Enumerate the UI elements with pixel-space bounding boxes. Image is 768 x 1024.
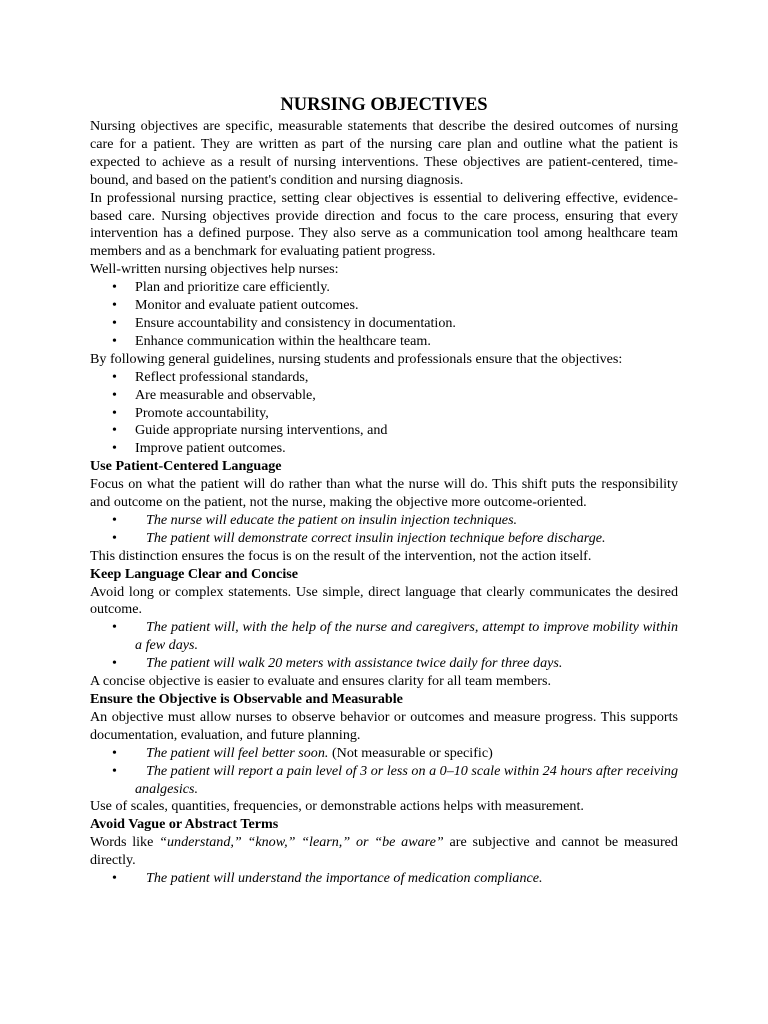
list-item: • The patient will demonstrate correct insulin injection technique before discharge. (112, 529, 606, 546)
bullet-icon: • (112, 762, 117, 779)
section-body-observable: An objective must allow nurses to observe behavior or outcomes and measure progress. This supports documentation, evaluation, and future planning. (90, 708, 678, 743)
list-item: • Reflect professional standards, (112, 368, 309, 385)
list-item: • Improve patient outcomes. (112, 440, 286, 457)
section-body-vague: Words like “understand,” “know,” “learn,” or “be aware” are subjective and cannot be measured directly. (90, 834, 678, 869)
section-closing-clear-concise: A concise objective is easier to evaluate and ensures clarity for all team members. (90, 673, 551, 690)
examples-clear-concise (90, 619, 678, 673)
bullet-icon: • (112, 279, 117, 296)
list-item: • The patient will understand the importance of medication compliance. (112, 870, 543, 887)
guidelines-intro: By following general guidelines, nursing students and professionals ensure that the objectives: (90, 350, 623, 367)
list-item: • Plan and prioritize care efficiently. (112, 279, 330, 296)
intro-paragraph-3: Well-written nursing objectives help nurses: (90, 261, 339, 278)
help-list (90, 279, 678, 351)
section-closing-patient-centered: This distinction ensures the focus is on the result of the intervention, not the action itself. (90, 547, 592, 564)
bullet-icon: • (112, 655, 117, 672)
bullet-icon: • (112, 404, 117, 421)
section-body-patient-centered: Focus on what the patient will do rather than what the nurse will do. This shift puts the responsibility and outcome on the patient, not the nurse, making the objective more outcome-oriented. (90, 476, 678, 511)
bullet-icon: • (112, 332, 117, 349)
list-item: • Enhance communication within the healthcare team. (112, 332, 431, 349)
list-item: • The patient will report a pain level of 3 or less on a 0–10 scale within 24 hours after receiving analgesics. (112, 762, 678, 797)
section-body-clear-concise: Avoid long or complex statements. Use simple, direct language that clearly communicates the desired outcome. (90, 583, 678, 618)
section-heading-observable: Ensure the Objective is Observable and Measurable (90, 691, 403, 707)
bullet-icon: • (112, 511, 117, 528)
list-item: • The patient will, with the help of the nurse and caregivers, attempt to improve mobility within a few days. (112, 619, 678, 654)
intro-paragraph-1: Nursing objectives are specific, measurable statements that describe the desired outcomes of nursing care for a patient. They are written as part of the nursing care plan and outline what the patient is expected to achieve as a result of nursing interventions. These objectives are patient-centered, time-bound, and based on the patient's condition and nursing diagnosis. (90, 118, 678, 188)
section-heading-clear-concise: Keep Language Clear and Concise (90, 565, 299, 582)
list-item: • Promote accountability, (112, 404, 269, 421)
list-item: • The patient will feel better soon. (Not measurable or specific) (112, 744, 493, 761)
bullet-icon: • (112, 314, 117, 331)
list-item: • The nurse will educate the patient on insulin injection techniques. (112, 511, 518, 528)
section-heading-patient-centered: Use Patient-Centered Language (90, 458, 282, 475)
bullet-icon: • (112, 440, 117, 457)
list-item: • The patient will walk 20 meters with assistance twice daily for three days. (112, 655, 563, 672)
list-item: • Monitor and evaluate patient outcomes. (112, 297, 359, 314)
intro-paragraph-2: In professional nursing practice, setting clear objectives is essential to delivering effective, evidence-based care. Nursing objectives provide direction and focus to the care process, ensuring that every intervention has a defined purpose. They also serve as a communication tool among healthcare team members and as a benchmark for evaluating patient progress. (90, 189, 678, 260)
page-title: NURSING OBJECTIVES (280, 95, 488, 115)
list-item: • Ensure accountability and consistency in documentation. (112, 314, 456, 331)
guidelines-list (90, 369, 678, 459)
bullet-icon: • (112, 386, 117, 403)
bullet-icon: • (112, 297, 117, 314)
bullet-icon: • (112, 422, 117, 439)
section-heading-vague: Avoid Vague or Abstract Terms (90, 816, 279, 833)
bullet-icon: • (112, 619, 117, 636)
examples-vague (90, 870, 678, 888)
list-item: • Are measurable and observable, (112, 386, 316, 403)
bullet-icon: • (112, 529, 117, 546)
examples-patient-centered (90, 512, 678, 548)
bullet-icon: • (112, 744, 117, 761)
examples-observable (90, 745, 678, 799)
section-closing-observable: Use of scales, quantities, frequencies, or demonstrable actions helps with measurement. (90, 798, 584, 815)
bullet-icon: • (112, 870, 117, 887)
bullet-icon: • (112, 368, 117, 385)
list-item: • Guide appropriate nursing interventions, and (112, 422, 388, 439)
